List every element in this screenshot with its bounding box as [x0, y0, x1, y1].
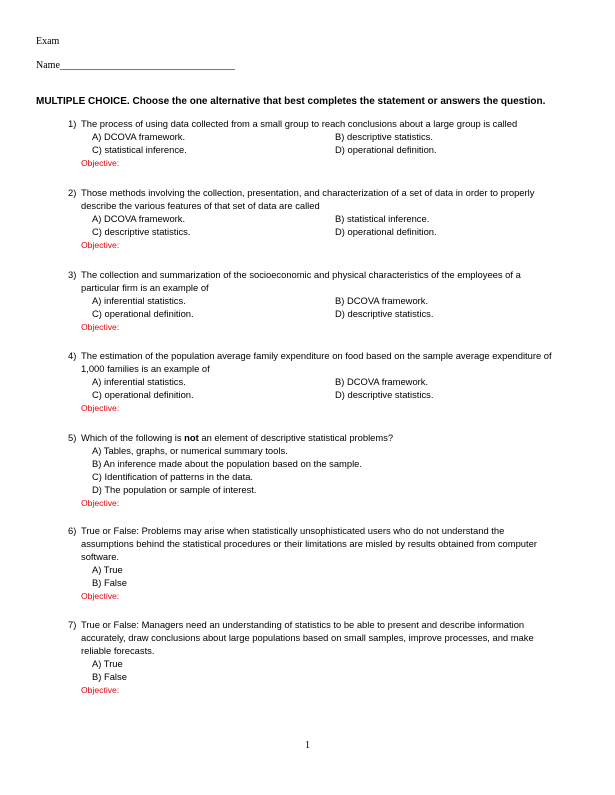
- choice-a: A) True: [92, 564, 123, 575]
- question-number: 6): [68, 525, 77, 536]
- question-4: [68, 349, 578, 415]
- question-number: 2): [68, 187, 77, 198]
- choice-d: D) operational definition.: [335, 144, 437, 155]
- question-number: 3): [68, 269, 77, 280]
- objective-label: Objective:: [81, 322, 120, 332]
- choice-d: D) operational definition.: [335, 226, 437, 237]
- choice-b: B) DCOVA framework.: [335, 295, 429, 306]
- page-number: 1: [305, 740, 310, 751]
- choice-a: A) DCOVA framework.: [92, 213, 186, 224]
- choice-b: B) An inference made about the population based on the sample.: [92, 458, 362, 469]
- choice-a: A) True: [92, 658, 123, 669]
- choices: [92, 375, 578, 401]
- objective-label: Objective:: [81, 240, 120, 250]
- objective-label: Objective:: [81, 591, 120, 601]
- choices: [92, 294, 578, 320]
- choice-c: C) Identification of patterns in the data.: [92, 471, 254, 482]
- choice-b: B) statistical inference.: [335, 213, 430, 224]
- choice-c: C) statistical inference.: [92, 144, 187, 155]
- question-2: [68, 186, 578, 252]
- question-text: The collection and summarization of the socioeconomic and physical characteristics of the employees of a: [81, 269, 521, 280]
- question-text: The process of using data collected from a small group to reach conclusions about a large group is called: [81, 118, 518, 129]
- question-text-continued: assumptions behind the statistical procedures or their limitations are misled by results obtained from computer: [81, 538, 537, 549]
- question-5: [68, 431, 578, 510]
- question-7: [68, 618, 578, 697]
- choice-a: A) inferential statistics.: [92, 376, 186, 387]
- choice-d: D) The population or sample of interest.: [92, 484, 257, 495]
- exam-label: Exam: [36, 36, 60, 47]
- question-6: [68, 524, 578, 603]
- choices: [92, 130, 578, 156]
- objective-label: Objective:: [81, 403, 120, 413]
- question-number: 1): [68, 118, 77, 129]
- question-text: Which of the following is: [81, 432, 185, 443]
- choice-b: B) False: [92, 577, 127, 588]
- objective-label: Objective:: [81, 158, 120, 168]
- choice-a: A) DCOVA framework.: [92, 131, 186, 142]
- question-text: Those methods involving the collection, presentation, and characterization of a set of data in order to properly: [81, 187, 535, 198]
- choices: [92, 657, 578, 683]
- choice-c: C) descriptive statistics.: [92, 226, 191, 237]
- objective-label: Objective:: [81, 498, 120, 508]
- question-text: True or False: Managers need an understanding of statistics to be able to present and describe information: [81, 619, 525, 630]
- choice-a: A) inferential statistics.: [92, 295, 186, 306]
- question-text-continued: describe the various features of that set of data are called: [81, 200, 320, 211]
- choice-d: D) descriptive statistics.: [335, 389, 434, 400]
- question-3: [68, 268, 578, 334]
- question-text-continued: 1,000 families is an example of: [81, 363, 210, 374]
- question-text: The estimation of the population average family expenditure on food based on the sample average expenditure of: [81, 350, 552, 361]
- section-heading: MULTIPLE CHOICE. Choose the one alternative that best completes the statement or answers the question.: [36, 96, 546, 107]
- question-number: 5): [68, 432, 77, 443]
- question-number: 4): [68, 350, 77, 361]
- question-1: [68, 117, 578, 170]
- choice-c: C) operational definition.: [92, 389, 194, 400]
- question-text-continued: particular firm is an example of: [81, 282, 209, 293]
- choices: [92, 563, 578, 589]
- question-text-continued: reliable forecasts.: [81, 645, 155, 656]
- emphasis-not: not: [184, 432, 199, 443]
- question-text-end: an element of descriptive statistical problems?: [198, 432, 394, 443]
- question-text: True or False: Problems may arise when statistically unsophisticated users who do not understand the: [81, 525, 505, 536]
- objective-label: Objective:: [81, 685, 120, 695]
- name-line: Name___________________________________: [36, 60, 235, 71]
- question-number: 7): [68, 619, 77, 630]
- choice-c: C) operational definition.: [92, 308, 194, 319]
- choice-b: B) False: [92, 671, 127, 682]
- choice-b: B) descriptive statistics.: [335, 131, 433, 142]
- choices: [92, 444, 578, 496]
- question-text-continued: accurately, draw conclusions about large populations based on small samples, improve processes, and make: [81, 632, 534, 643]
- choice-a: A) Tables, graphs, or numerical summary tools.: [92, 445, 288, 456]
- question-text-continued: software.: [81, 551, 120, 562]
- choice-d: D) descriptive statistics.: [335, 308, 434, 319]
- choice-b: B) DCOVA framework.: [335, 376, 429, 387]
- choices: [92, 212, 578, 238]
